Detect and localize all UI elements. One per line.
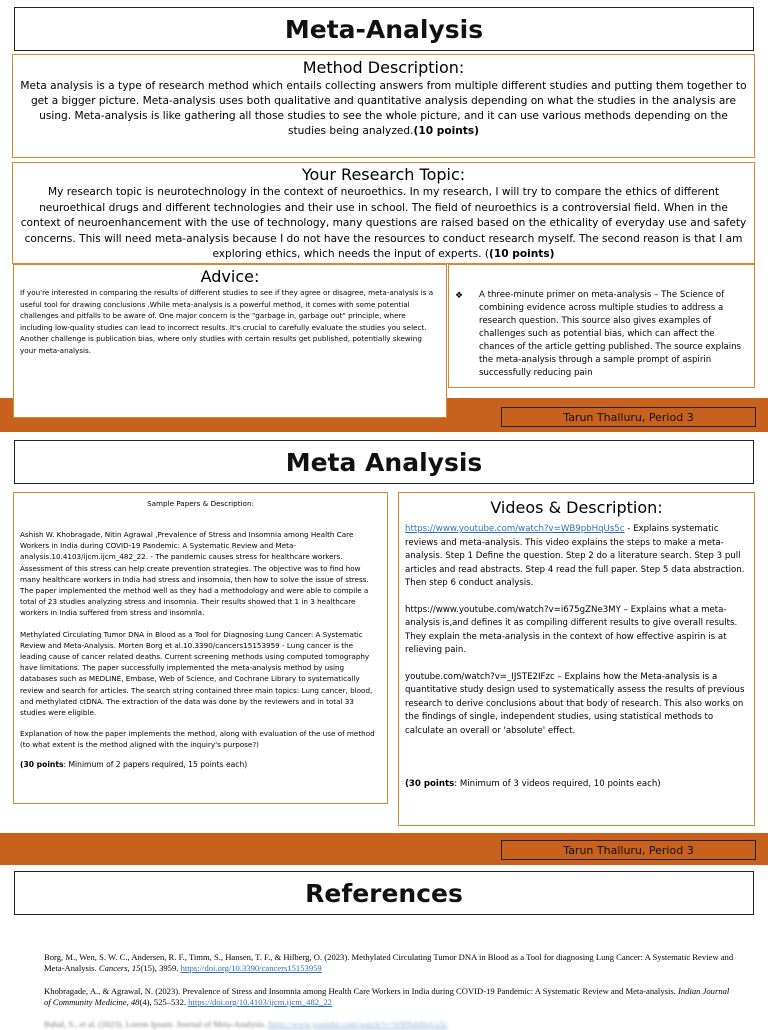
method-description-box xyxy=(12,54,755,158)
videos-heading: Videos & Description: xyxy=(490,498,663,517)
research-topic-box xyxy=(12,162,755,264)
reference-1 xyxy=(44,952,734,974)
advice-heading: Advice: xyxy=(200,267,260,286)
ref2-link[interactable]: https://doi.org/10.4103/ijcm.ijcm_482_22 xyxy=(188,997,332,1007)
primer-box xyxy=(448,264,755,388)
video1-text xyxy=(405,523,748,591)
video3-text: youtube.com/watch?v=_IJSTE2IFzc – Explains how the Meta-analysis is a quantitative study design used to systematically assess the results of previous research to derive conclusions about that body of research. This also works on the findings of single, independent studies, using statistical methods to calculate an overall or 'absolute' effect. xyxy=(405,671,745,736)
advice-box xyxy=(13,264,447,418)
papers-points xyxy=(20,759,381,770)
page2-title: Meta Analysis xyxy=(14,440,754,484)
topic-text: My research topic is neurotechnology in the context of neuroethics. In my research, I will try to compare the ethics of different neuroethical drugs and different technologies and their use in school. The field of neuroethics is a controversial field. When in the context of neuroenhancement with the use of technology, many questions are raised based on the ethicality of everyday use and safety concerns. This will need meta-analysis because I do not have the resources to conduct research myself. The second reason is that I am exploring ethics, which needs the input of experts. ( xyxy=(20,186,747,260)
ref2-journal: Indian Journal of Community Medicine, 48 xyxy=(44,986,730,1007)
ref1-text: Borg, M., Wen, S. W. C., Andersen, R. F., Timm, S., Hansen, T. F., & Hilberg, O. (2023). Methylated Circulating Tumor DNA in Blood as a Tool for diagnosing Lung Cancer: A Systematic Review and Meta-Analysis. xyxy=(44,952,734,973)
ref1-rest: (15), 3959. xyxy=(140,963,181,973)
ref1-link[interactable]: https://doi.org/10.3390/cancers15153959 xyxy=(180,963,322,973)
ref3-link[interactable]: https://www.youtube.com/watch?v=WB9pbHqUs5c xyxy=(268,1019,448,1029)
papers-points-rest: : Minimum of 2 papers required, 15 points each) xyxy=(63,759,248,769)
ref3-text: Bahal, S., et al. (2023). Lorem Ipsum. Journal of Meta-Analysis. xyxy=(44,1019,269,1029)
method-text: Meta analysis is a type of research method which entails collecting answers from multiple different studies and putting them together to get a bigger picture. Meta-analysis uses both qualitative and quantitative analysis depending on what the studies in the analysis are using. Meta-analysis is like gathering all those studies to see the whole picture, and it can use various methods depending on the studies being analyzed. xyxy=(20,80,747,137)
method-points: (10 points) xyxy=(413,125,480,137)
page2-name-label: Tarun Thalluru, Period 3 xyxy=(501,840,756,860)
video1-link[interactable]: https://www.youtube.com/watch?v=WB9pbHqUs5c xyxy=(405,524,625,534)
ref2-rest: (4), 525–532. xyxy=(139,997,189,1007)
videos-points-rest: : Minimum of 3 videos required, 10 points each) xyxy=(454,779,661,789)
reference-3-partial xyxy=(44,1019,734,1030)
primer-body: A three-minute primer on meta-analysis – The Science of combining evidence across multiple studies to address a research question. This source also gives examples of challenges such as potential bias, which can affect the chances of the article getting published. The source explains the meta-analysis through a sample prompt of aspirin successfully reducing pain xyxy=(479,290,742,378)
advice-body: If you're interested in comparing the results of different studies to see if they agree or disagree, meta-analysis is a useful tool for drawing conclusions .While meta-analysis is a powerful method, it comes with some potential challenges and pitfalls to be aware of. One major concern is the "garbage in, garbage out" principle, where including low-quality studies can lead to incorrect results. It's crucial to carefully evaluate the studies you select. Another challenge is publication bias, where only studies with certain results get published, potentially skewing your meta-analysis. xyxy=(20,288,434,355)
videos-points xyxy=(405,778,748,791)
topic-points: (10 points) xyxy=(489,248,555,260)
reference-2 xyxy=(44,986,734,1008)
method-heading: Method Description: xyxy=(302,58,465,77)
method-body xyxy=(19,79,748,139)
videos-points-bold: (30 points xyxy=(405,779,455,789)
sample-papers-box xyxy=(13,492,388,804)
videos-box xyxy=(398,492,755,826)
topic-body xyxy=(19,185,748,263)
papers-heading: Sample Papers & Description: xyxy=(147,499,254,508)
paper1-text: Ashish W. Khobragade, Nitin Agrawal ,Prevalence of Stress and Insomnia among Health Care Workers in India during COVID-19 Pandemic: A Systematic Review and Meta-analysis.10.4103/ijcm.ijcm_482_22. - The pandemic causes stress for healthcare workers. Assessment of this stress can help create prevention strategies. The objective was to find how many healthcare workers in India had stress and insomnia, then how to solve the issue of stress. The paper implemented the method well as they had a methodology and were able to compile a total of 23 studies analyzing stress and insomnia. Their results showed that 1 in 3 healthcare workers in India suffered from stress and insomnia. xyxy=(20,530,369,618)
video1-desc: - Explains systematic reviews and meta-analysis. This video explains the steps to make a meta-analysis. Step 1 Define the question. Step 2 do a literature search. Step 3 pull articles and read abstracts. Step 4 read the full paper. Step 5 data abstraction. Then step 6 conduct analysis. xyxy=(405,524,745,588)
page1-name-label: Tarun Thalluru, Period 3 xyxy=(501,407,756,427)
paper-explanation: Explanation of how the paper implements the method, along with evaluation of the use of method (to what extent is the method aligned with the inquiry's purpose?) xyxy=(20,729,375,750)
video2-text: https://www.youtube.com/watch?v=i675gZNe3MY – Explains what a meta-analysis is,and defines it as compiling different results to give overall results. They explain the meta-analysis in the context of how effective aspirin is at relieving pain. xyxy=(405,604,738,655)
papers-points-bold: (30 points xyxy=(20,759,64,769)
diamond-bullet-icon: ❖ xyxy=(455,291,464,301)
topic-heading: Your Research Topic: xyxy=(301,165,466,184)
page3-title: References xyxy=(14,871,754,915)
ref2-text: Khobragade, A., & Agrawal, N. (2023). Prevalence of Stress and Insomnia among Health Care Workers in India during COVID-19 Pandemic: A Systematic Review and Meta-analysis. xyxy=(44,986,678,996)
page1-title: Meta-Analysis xyxy=(14,7,754,51)
ref1-journal: Cancers, 15 xyxy=(98,963,141,973)
paper2-text: Methylated Circulating Tumor DNA in Blood as a Tool for Diagnosing Lung Cancer: A Systematic Review and Meta-Analysis. Morten Borg et al.10.3390/cancers15153959 - Lung cancer is the leading cause of cancer related deaths. Current screening methods using computed tomography have limitations. The paper successfully implemented the meta-analysis method by using databases such as MEDLINE, Embase, Web of Science, and Cochrane Library to systematically review and search for articles. The search string contained three main topics: Lung cancer, blood, and methylated ctDNA. The extraction of the data was done by the reviewers and in total 33 studies were eligible. xyxy=(20,629,373,718)
